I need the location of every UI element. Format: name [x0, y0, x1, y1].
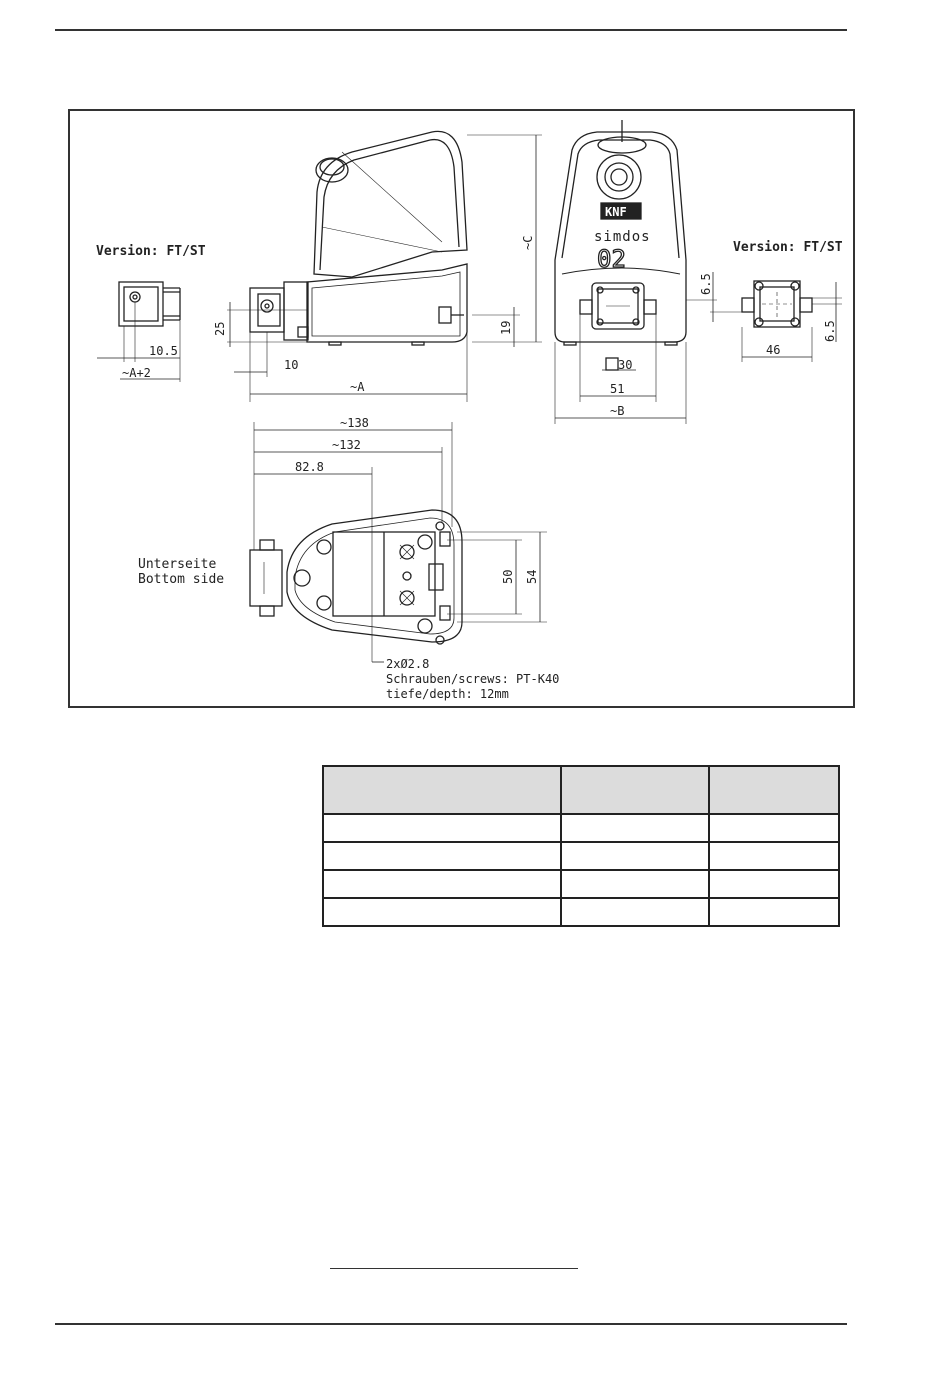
dim-a: ~A [350, 380, 365, 394]
table-cell [561, 842, 709, 870]
table-row [323, 870, 839, 898]
table-cell [709, 814, 839, 842]
table-cell [323, 898, 561, 926]
table-header-cell [561, 766, 709, 814]
footnote-separator [330, 1268, 578, 1269]
dim-19: 19 [499, 320, 513, 335]
dim-6-5-left: 6.5 [699, 273, 713, 295]
table-cell [709, 870, 839, 898]
specifications-table [322, 765, 840, 927]
table-cell [709, 898, 839, 926]
dim-10: 10 [284, 358, 299, 372]
dim-b: ~B [610, 404, 625, 418]
brand-logo-text: KNF [605, 205, 627, 219]
version-label-right: Version: FT/ST [733, 240, 843, 255]
dim-54: 54 [525, 569, 539, 584]
technical-drawing [70, 111, 853, 706]
dim-82-8: 82.8 [295, 460, 324, 474]
table-header-cell [323, 766, 561, 814]
screw-note-line3: tiefe/depth: 12mm [386, 687, 509, 701]
table-cell [561, 814, 709, 842]
dim-50: 50 [501, 569, 515, 584]
version-label-left: Version: FT/ST [96, 244, 206, 259]
dim-c: ~C [521, 235, 535, 250]
dim-138: ~138 [340, 416, 369, 430]
table-header-row [323, 766, 839, 814]
table-row [323, 898, 839, 926]
dim-25: 25 [213, 321, 227, 336]
dim-10-5: 10.5 [149, 344, 178, 358]
side-view [227, 131, 542, 402]
header-rule [55, 29, 847, 31]
dim-30: 30 [618, 358, 633, 372]
bottom-view [250, 422, 547, 662]
dim-6-5-right: 6.5 [823, 320, 837, 342]
table-cell [323, 814, 561, 842]
table-cell [709, 842, 839, 870]
table-cell [561, 898, 709, 926]
table-header-cell [709, 766, 839, 814]
simdos-logo-text: simdos [594, 229, 651, 245]
screw-note-line2: Schrauben/screws: PT-K40 [386, 672, 560, 686]
dim-46: 46 [766, 343, 781, 357]
front-view [555, 120, 717, 424]
table-row [323, 814, 839, 842]
model-number-text: 02 [597, 245, 626, 273]
table-cell [323, 842, 561, 870]
bottom-label-en: Bottom side [138, 572, 225, 587]
table-row [323, 842, 839, 870]
table-cell [561, 870, 709, 898]
bottom-label-de: Unterseite [138, 557, 217, 572]
dim-132: ~132 [332, 438, 361, 452]
table-cell [323, 870, 561, 898]
technical-drawing-frame [68, 109, 855, 708]
footer-rule [55, 1323, 847, 1325]
screw-note-line1: 2xØ2.8 [386, 657, 430, 671]
dim-a-plus-2: ~A+2 [122, 366, 151, 380]
dim-51: 51 [610, 382, 625, 396]
